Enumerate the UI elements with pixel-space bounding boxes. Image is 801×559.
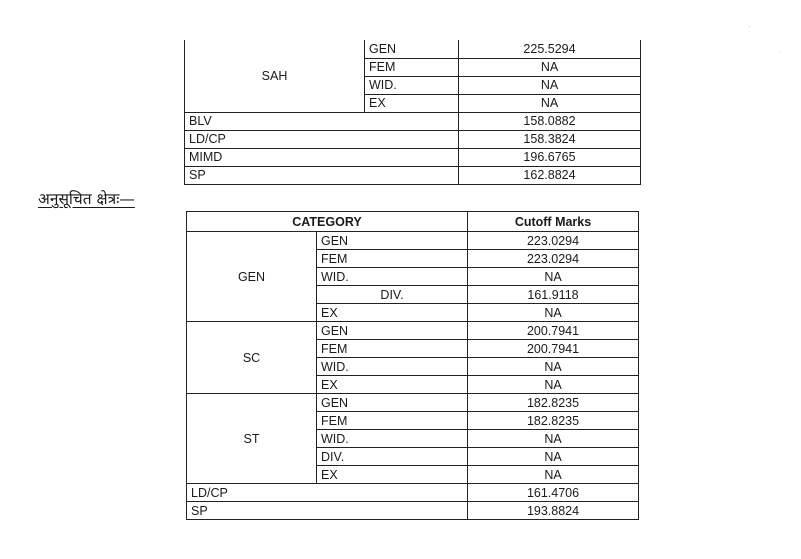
subcategory-cell: EX [317,304,468,322]
category-cell: SC [187,322,317,394]
cutoff-value-cell: 182.8235 [468,412,639,430]
subcategory-cell: DIV. [317,286,468,304]
table-row [185,166,641,184]
table-row [185,130,641,148]
table-row [187,232,639,250]
category-cell: LD/CP [187,484,468,502]
subcategory-cell: EX [317,376,468,394]
scan-speck: · [748,22,751,31]
section-heading: अनुसूचित क्षेत्रः— [38,190,135,208]
subcategory-cell: FEM [317,340,468,358]
cutoff-value-cell: NA [468,268,639,286]
subcategory-cell: FEM [317,412,468,430]
cutoff-value-cell: 182.8235 [468,394,639,412]
cutoff-value-cell: 200.7941 [468,340,639,358]
cutoff-value-cell: NA [468,430,639,448]
cutoff-value-cell: 161.9118 [468,286,639,304]
cutoff-value-cell: 223.0294 [468,250,639,268]
table-row [187,484,639,502]
cutoff-value-cell: NA [468,466,639,484]
category-cell: SP [187,502,468,520]
category-cell: SP [185,166,459,184]
cutoff-value-cell: 196.6765 [459,148,641,166]
category-cell: SAH [185,40,365,112]
subcategory-cell: EX [365,94,459,112]
subcategory-cell: GEN [317,394,468,412]
cutoff-header: Cutoff Marks [468,212,639,232]
category-cell: ST [187,394,317,484]
subcategory-cell: GEN [365,40,459,58]
subcategory-cell: WID. [317,430,468,448]
top-cutoff-table [184,40,641,185]
cutoff-value-cell: 225.5294 [459,40,641,58]
category-cell: MIMD [185,148,459,166]
table-row [185,112,641,130]
cutoff-value-cell: 158.0882 [459,112,641,130]
category-cell: LD/CP [185,130,459,148]
cutoff-value-cell: NA [468,304,639,322]
cutoff-table [186,211,639,520]
table-row [185,148,641,166]
table-row [187,322,639,340]
cutoff-value-cell: NA [468,358,639,376]
cutoff-value-cell: NA [468,448,639,466]
cutoff-value-cell: NA [459,76,641,94]
subcategory-cell: FEM [365,58,459,76]
subcategory-cell: FEM [317,250,468,268]
category-header: CATEGORY [187,212,468,232]
scan-speck: · [778,48,781,57]
cutoff-value-cell: 200.7941 [468,322,639,340]
cutoff-value-cell: 223.0294 [468,232,639,250]
header-row [187,212,639,232]
cutoff-value-cell: 162.8824 [459,166,641,184]
cutoff-value-cell: 161.4706 [468,484,639,502]
subcategory-cell: GEN [317,322,468,340]
cutoff-value-cell: NA [459,58,641,76]
subcategory-cell: WID. [317,268,468,286]
category-cell: BLV [185,112,459,130]
cutoff-value-cell: 158.3824 [459,130,641,148]
table-row [187,394,639,412]
subcategory-cell: EX [317,466,468,484]
table-row [185,40,641,58]
cutoff-value-cell: NA [459,94,641,112]
table-row [187,502,639,520]
subcategory-cell: GEN [317,232,468,250]
category-cell: GEN [187,232,317,322]
subcategory-cell: WID. [365,76,459,94]
cutoff-value-cell: NA [468,376,639,394]
cutoff-value-cell: 193.8824 [468,502,639,520]
subcategory-cell: WID. [317,358,468,376]
subcategory-cell: DIV. [317,448,468,466]
